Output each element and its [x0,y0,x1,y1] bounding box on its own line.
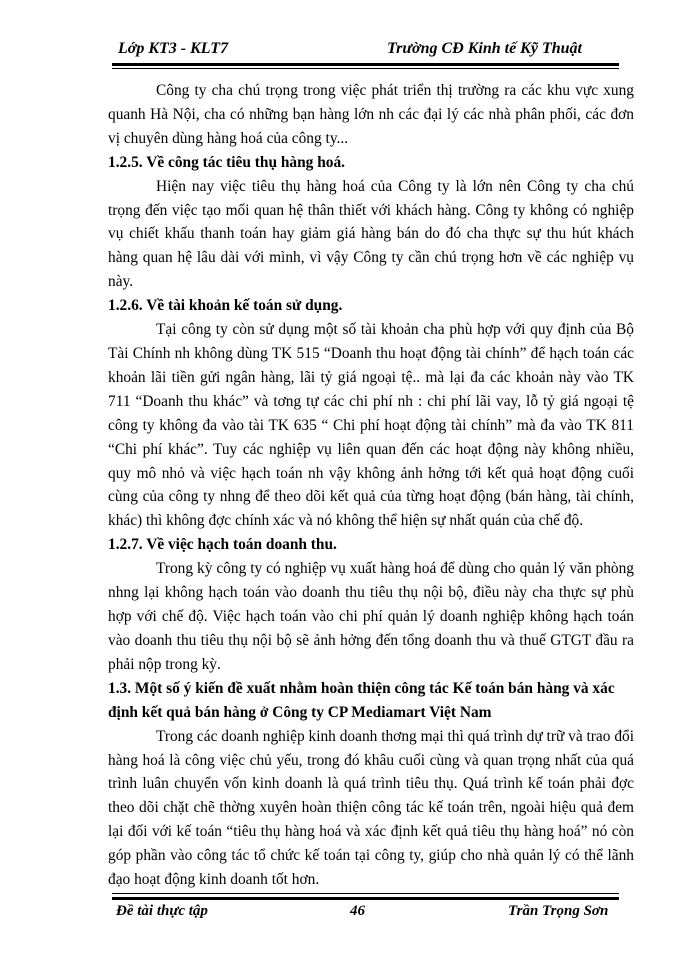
heading-1-2-5: 1.2.5. Về công tác tiêu thụ hàng hoá. [108,153,346,171]
heading-1-3: 1.3. Một số ý kiến đề xuất nhằm hoàn thiện công tác Kế toán bán hàng và xác định kết quả bán hàng ở Công ty CP Mediamart Việt Nam [108,679,615,721]
paragraph-revenue: Trong kỳ công ty có nghiệp vụ xuất hàng hoá để dùng cho quản lý văn phòng nhng lại không hạch toán vào doanh thu tiêu thụ nội bộ, điều này cha thực sự phù hợp với chế độ. Việc hạch toán vào chi phí quản lý doanh nghiệp không hạch toán vào doanh thu tiêu thụ nội bộ sẽ ảnh hởng đến tổng doanh thu và thuế GTGT đầu ra phải nộp trong kỳ. [108,560,634,673]
page-number: 46 [350,903,365,919]
header-rule-thick [112,63,619,66]
footer-rule-thick [112,897,619,900]
header-rule-thin [112,68,619,69]
page-footer [112,903,619,923]
paragraph-proposal: Trong các doanh nghiệp kinh doanh thơng mại thì quá trình dự trữ và trao đổi hàng hoá là công việc chủ yếu, trong đó khâu cuối cùng và quan trọng nhất của quá trình luân chuyển vốn kinh doanh là quá trình tiêu thụ. Quá trình kế toán phải đợc theo dõi chặt chẽ thờng xuyên hoàn thiện công tác kế toán trên, ngoài hiệu quả đem lại đối với kế toán “tiêu thụ hàng hoá và xác định kết quả tiêu thụ hàng hoá” nó còn góp phần vào công tác tổ chức kế toán tại công ty, giúp cho nhà quản lý có thể lãnh đạo hoạt động kinh doanh tốt hơn. [108,727,634,889]
heading-1-2-6: 1.2.6. Về tài khoản kế toán sử dụng. [108,297,343,315]
footer-rule-thin [112,893,619,894]
document-body [108,79,634,892]
page-header [112,38,617,62]
footer-topic-label: Đề tài thực tập [116,903,208,919]
header-class-label: Lớp KT3 - KLT7 [118,40,229,57]
footer-author-label: Trần Trọng Sơn [508,903,609,919]
paragraph-accounts: Tại công ty còn sử dụng một số tài khoản cha phù hợp với quy định của Bộ Tài Chính nh không dùng TK 515 “Doanh thu hoạt động tài chính” để hạch toán các khoản lãi tiền gửi ngân hàng, lãi tỷ giá ngoại tệ.. mà lại đa các khoản này vào TK 711 “Doanh thu khác” và tơng tự các chi phí nh : chi phí lãi vay, lỗ tỷ giá ngoại tệ công ty không đa vào tài TK 635 “ Chi phí hoạt động tài chính” mà đa vào TK 811 “Chi phí khác”. Tuy các nghiệp vụ liên quan đến các hoạt động này không nhiều, quy mô nhỏ và việc hạch toán nh vậy không ảnh hởng tới kết quả hoạt động cuối cùng của công ty nhng để theo dõi kết quả của từng hoạt động (bán hàng, tài chính, khác) thì không đợc chính xác và nó không thể hiện sự nhất quán của chế độ. [108,321,634,530]
paragraph-sales: Hiện nay việc tiêu thụ hàng hoá của Công ty là lớn nên Công ty cha chú trọng đến việc tạo mối quan hệ thân thiết với khách hàng. Công ty không có nghiệp vụ chiết khấu thanh toán hay giảm giá hàng bán do đó cha thực sự thu hút khách hàng quan hệ lâu dài với mình, vì vậy Công ty cần chú trọng hơn về các nghiệp vụ này. [108,177,634,291]
header-school-label: Trường CĐ Kinh tế Kỹ Thuật [387,40,582,57]
heading-1-2-7: 1.2.7. Về việc hạch toán doanh thu. [108,536,337,554]
paragraph-market: Công ty cha chú trọng trong việc phát triển thị trường ra các khu vực xung quanh Hà Nội, cha có những bạn hàng lớn nh các đại lý các nhà phân phối, các đơn vị chuyên dùng hàng hoá của công ty... [108,82,634,147]
